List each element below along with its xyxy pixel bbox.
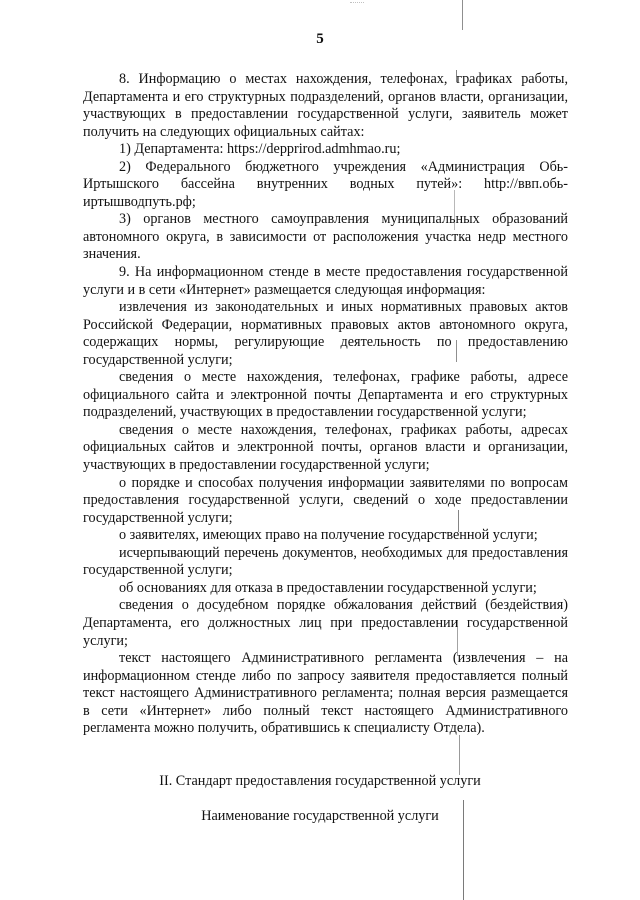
paragraph-list-entry: о заявителях, имеющих право на получение государственной услуги; (119, 527, 538, 544)
paragraph-list-entry: сведения о месте нахождения, телефонах, графике работы, адресе официального сайта и электронной почты Департамента и его структурных подразделений, участвующих в предоставлении государственной услуги; (83, 369, 568, 421)
paragraph-list-entry: об основаниях для отказа в предоставлении государственной услуги; (119, 579, 537, 596)
scan-artifact (459, 735, 460, 775)
page-number: 5 (316, 31, 324, 47)
paragraph-list-entry: о порядке и способах получения информации заявителями по вопросам предоставления государственной услуги, сведений о ходе предоставлении государственной услуги; (83, 474, 568, 526)
paragraph-item-8-2: 2) Федерального бюджетного учреждения «Администрация Обь-Иртышского бассейна внутренних водных путей»: http://ввп.обь-иртышводпуть.рф; (83, 158, 568, 210)
paragraph-item-8-3: 3) органов местного самоуправления муниципальных образований автономного округа, в зависимости от расположения участка недр местного значения. (83, 211, 568, 263)
scan-artifact (462, 0, 463, 30)
paragraph-item-8-1: 1) Департамента: https://depprirod.admhmao.ru; (119, 141, 401, 158)
section-heading: II. Стандарт предоставления государственной услуги (159, 773, 481, 789)
paragraph-item-8: 8. Информацию о местах нахождения, телефонах, графиках работы, Департамента и его структурных подразделений, органов власти, организации, участвующих в предоставлении государственной услуги, заявитель может получить на следующих официальных сайтах: (83, 71, 568, 140)
paragraph-list-entry: текст настоящего Административного регламента (извлечения – на информационном стенде либо по запросу заявителя предоставляется полный текст настоящего Административного регламента; полная версия размещается в сети «Интернет» либо полный текст настоящего Административного регламента можно получить, обратившись к специалисту Отдела). (83, 650, 568, 737)
scan-artifact (350, 2, 364, 7)
paragraph-list-entry: сведения о месте нахождения, телефонах, графиках работы, адресах официальных сайтов и электронной почты, органов власти и организации, участвующих в предоставлении государственной услуги; (83, 421, 568, 474)
paragraph-item-9: 9. На информационном стенде в месте предоставления государственной услуги и в сети «Интернет» размещается следующая информация: (83, 264, 568, 298)
subsection-heading: Наименование государственной услуги (201, 808, 439, 824)
document-body (83, 71, 568, 738)
paragraph-list-entry: извлечения из законодательных и иных нормативных правовых актов Российской Федерации, нормативных правовых актов автономного округа, содержащих нормы, регулирующие деятельность по предоставлению государственной услуги; (83, 299, 568, 368)
paragraph-list-entry: исчерпывающий перечень документов, необходимых для предоставления государственной услуги; (83, 544, 568, 579)
paragraph-list-entry: сведения о досудебном порядке обжалования действий (бездействия) Департамента, его должностных лиц при предоставлении государственной услуги; (83, 597, 568, 649)
